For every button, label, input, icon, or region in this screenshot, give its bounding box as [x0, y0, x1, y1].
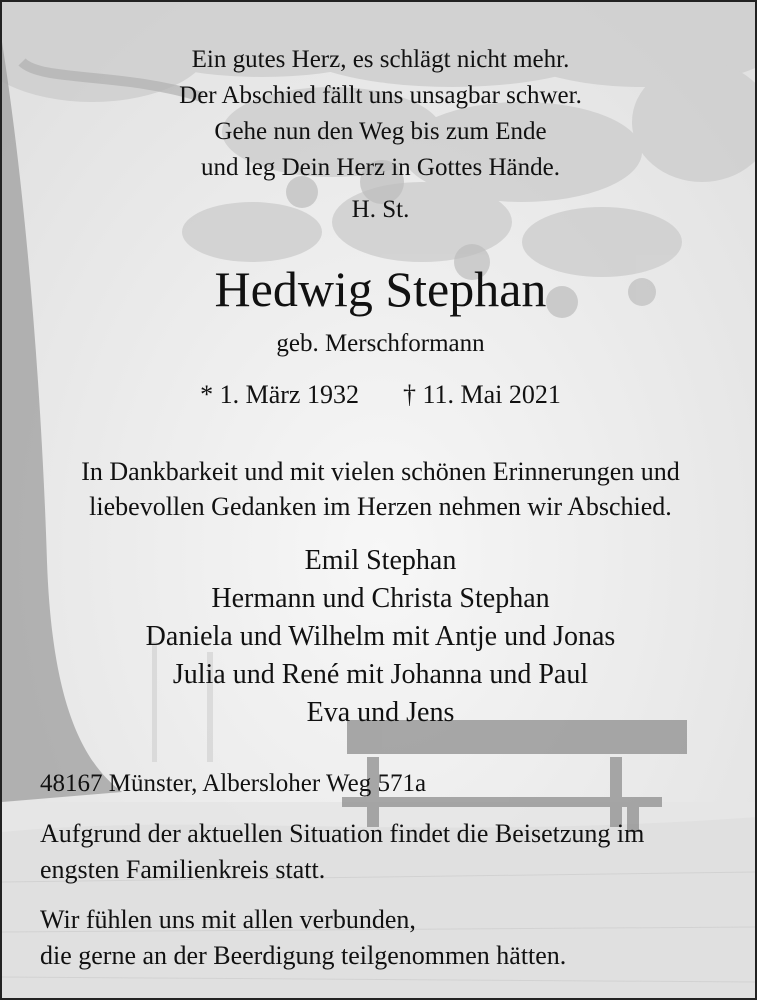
poem-line-4: und leg Dein Herz in Gottes Hände. [201, 154, 560, 181]
poem-line-2: Der Abschied fällt uns unsagbar schwer. [179, 82, 582, 109]
message-line-1: In Dankbarkeit und mit vielen schönen Erinnerungen und [81, 457, 680, 486]
poem-line-1: Ein gutes Herz, es schlägt nicht mehr. [191, 46, 570, 73]
life-dates [2, 380, 757, 410]
family-member-4: Julia und René mit Johanna und Paul [172, 659, 589, 690]
address: 48167 Münster, Albersloher Weg 571a [40, 770, 427, 797]
family-member-5: Eva und Jens [306, 697, 455, 728]
death-date: † 11. Mai 2021 [402, 380, 561, 409]
birth-date: * 1. März 1932 [200, 380, 359, 409]
obituary-text [2, 2, 757, 1000]
birth-name: geb. Merschformann [276, 330, 485, 357]
deceased-name: Hedwig Stephan [214, 261, 547, 317]
notice-line-2: engsten Familienkreis statt. [40, 855, 326, 884]
poem-author: H. St. [351, 196, 410, 223]
family-member-1: Emil Stephan [304, 545, 457, 576]
closing-line-1: Wir fühlen uns mit allen verbunden, [40, 905, 416, 934]
poem-line-3: Gehe nun den Weg bis zum Ende [214, 118, 547, 145]
family-member-3: Daniela und Wilhelm mit Antje und Jonas [145, 621, 616, 652]
family-member-2: Hermann und Christa Stephan [211, 583, 550, 614]
message-line-2: liebevollen Gedanken im Herzen nehmen wir Abschied. [89, 492, 672, 521]
notice-line-1: Aufgrund der aktuellen Situation findet die Beisetzung im [40, 819, 645, 848]
closing-line-2: die gerne an der Beerdigung teilgenommen hätten. [40, 941, 567, 970]
